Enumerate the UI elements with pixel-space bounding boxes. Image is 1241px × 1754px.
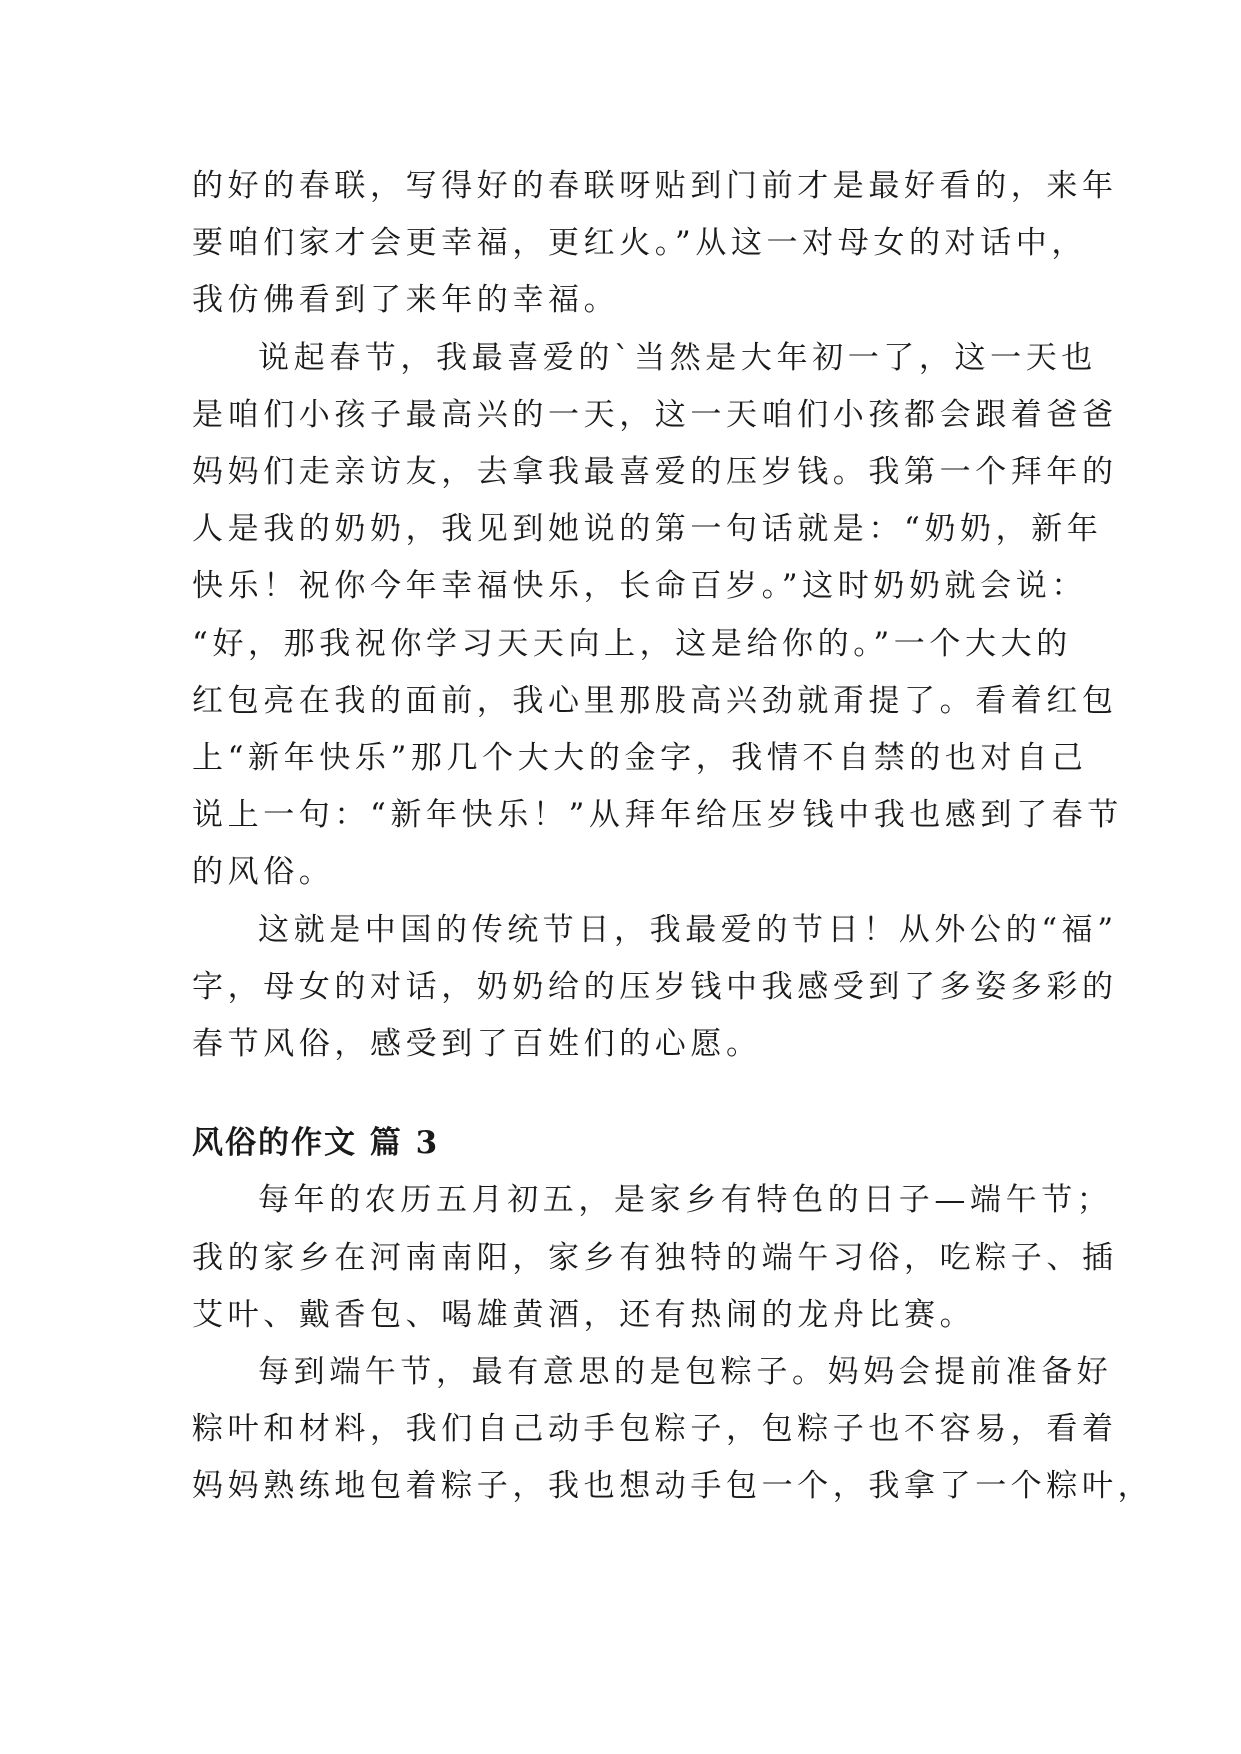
text-line: 每到端午节，最有意思的是包粽子。妈妈会提前准备好 xyxy=(258,1354,1113,1391)
text-line: 每年的农历五月初五，是家乡有特色的日子—端午节； xyxy=(258,1182,1113,1219)
text-line: 上“新年快乐”那几个大大的金字，我情不自禁的也对自己 xyxy=(192,740,1088,777)
text-line: 红包亮在我的面前，我心里那股高兴劲就甭提了。看着红包 xyxy=(192,682,1118,719)
text-line: 的风俗。 xyxy=(192,854,335,891)
text-line: 我的家乡在河南南阳，家乡有独特的端午习俗，吃粽子、插 xyxy=(192,1239,1118,1276)
text-line: 说上一句：“新年快乐！”从拜年给压岁钱中我也感到了春节 xyxy=(192,797,1123,834)
paragraph xyxy=(192,1344,1154,1516)
text-line: 是咱们小孩子最高兴的一天，这一天咱们小孩都会跟着爸爸 xyxy=(192,396,1118,433)
text-line: 春节风俗，感受到了百姓们的心愿。 xyxy=(192,1026,762,1063)
text-line: 字，母女的对话，奶奶给的压岁钱中我感受到了多姿多彩的 xyxy=(192,968,1118,1005)
text-line: 说起春节，我最喜爱的`当然是大年初一了，这一天也 xyxy=(258,339,1097,376)
text-line: 妈妈们走亲访友，去拿我最喜爱的压岁钱。我第一个拜年的 xyxy=(192,454,1118,491)
paragraph xyxy=(192,902,1118,1074)
document-body xyxy=(192,158,1154,1516)
text-line: 要咱们家才会更幸福，更红火。”从这一对母女的对话中， xyxy=(192,225,1087,262)
paragraph xyxy=(192,158,1118,330)
text-line: “好，那我祝你学习天天向上，这是给你的。”一个大大的 xyxy=(192,625,1072,662)
paragraph xyxy=(192,330,1123,902)
text-line: 妈妈熟练地包着粽子，我也想动手包一个，我拿了一个粽叶， xyxy=(192,1468,1154,1505)
text-line: 我仿佛看到了来年的幸福。 xyxy=(192,282,620,319)
text-line: 这就是中国的传统节日，我最爱的节日！从外公的“福” xyxy=(258,911,1118,948)
section-heading: 风俗的作文 篇 3 xyxy=(192,1125,440,1162)
text-line: 粽叶和材料，我们自己动手包粽子，包粽子也不容易，看着 xyxy=(192,1411,1118,1448)
paragraph xyxy=(192,1172,1118,1344)
text-line: 快乐！祝你今年幸福快乐，长命百岁。”这时奶奶就会说： xyxy=(192,568,1087,605)
text-line: 人是我的奶奶，我见到她说的第一句话就是：“奶奶，新年 xyxy=(192,511,1103,548)
text-line: 的好的春联，写得好的春联呀贴到门前才是最好看的，来年 xyxy=(192,168,1118,204)
text-line: 艾叶、戴香包、喝雄黄酒，还有热闹的龙舟比赛。 xyxy=(192,1296,976,1333)
